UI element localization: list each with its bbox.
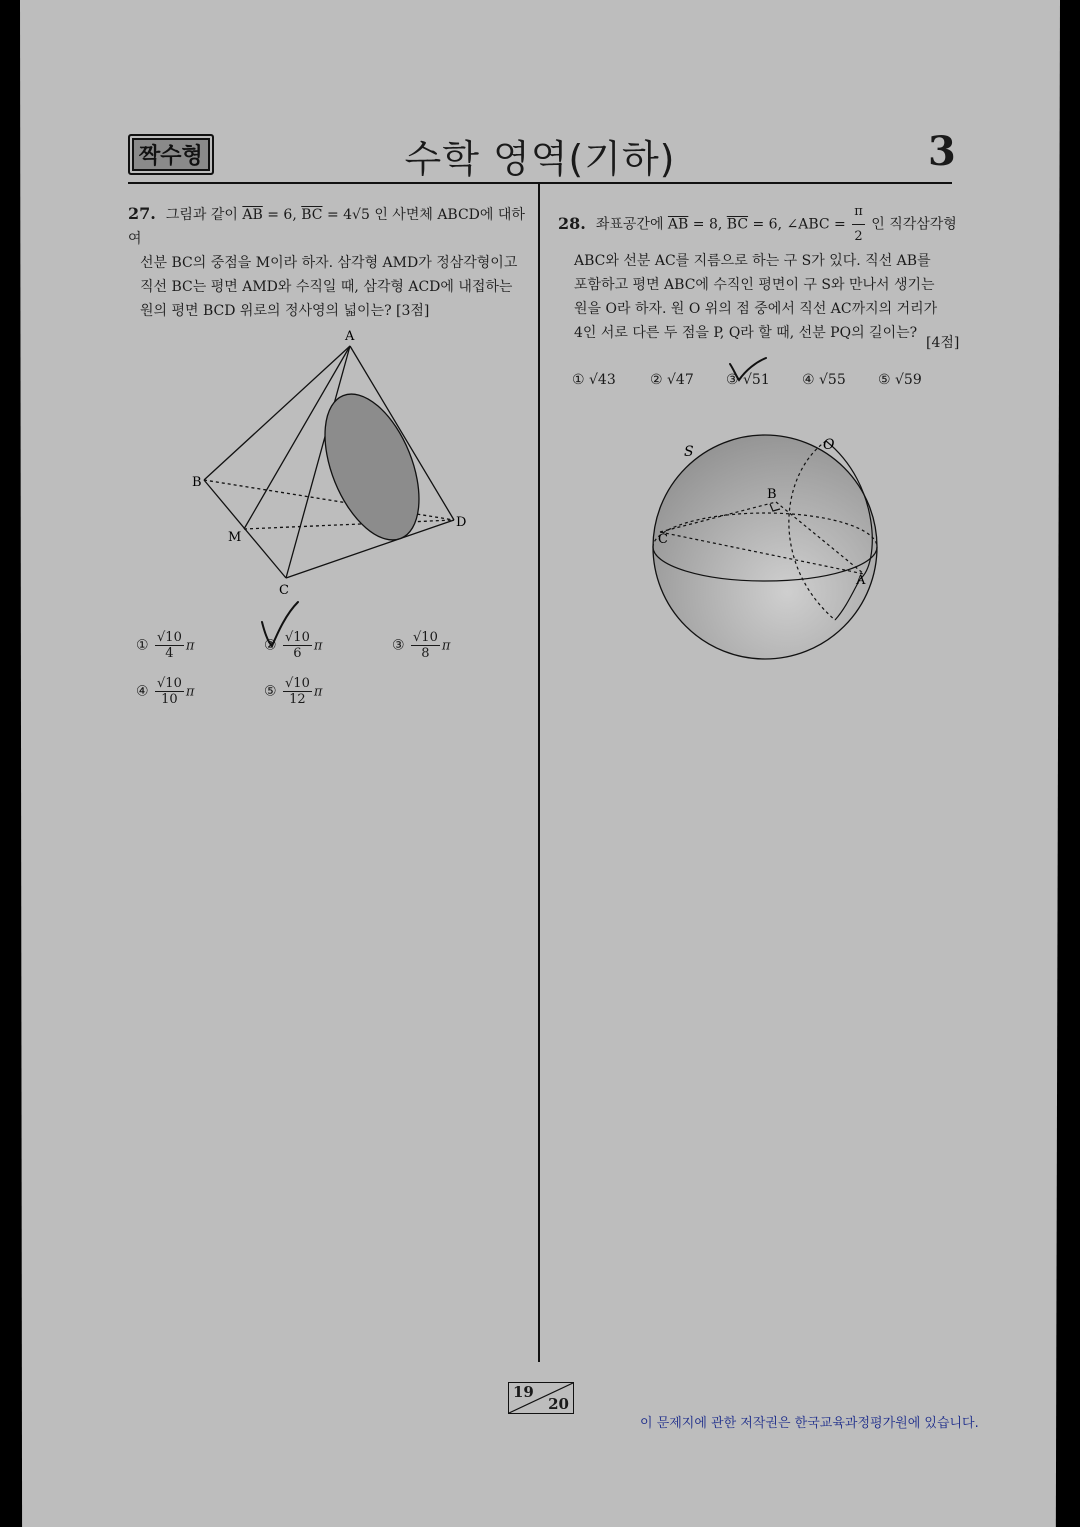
sphere-figure (640, 424, 900, 674)
denominator: 8 (421, 646, 430, 661)
q28-line-1 (558, 200, 958, 249)
choice-5[interactable] (878, 372, 922, 388)
q28-line-3: 포함하고 평면 ABC에 수직인 평면이 구 S와 만나서 생기는 (574, 277, 935, 293)
q27-line-4: 원의 평면 BCD 위로의 정사영의 넓이는? [3점] (140, 303, 430, 319)
choice-4[interactable] (802, 372, 846, 388)
header-rule (128, 182, 952, 184)
q28-score: [4점] (926, 335, 960, 351)
numerator: π (852, 200, 865, 225)
choice-value: √55 (819, 372, 846, 388)
choice-5[interactable] (264, 676, 322, 707)
angle-fraction (852, 200, 865, 249)
choice-mark: ② (264, 637, 277, 654)
choice-mark: ① (136, 637, 149, 654)
choice-2[interactable] (650, 372, 694, 388)
page-title: 수학 영역(기하) (404, 137, 676, 181)
label-o: O (823, 437, 835, 453)
q27-text: = 6, (262, 207, 302, 223)
label-b: B (767, 487, 777, 502)
denominator: 4 (165, 646, 174, 661)
q27-line-3: 직선 BC는 평면 AMD와 수직일 때, 삼각형 ACD에 내접하는 (140, 279, 513, 295)
choice-value: √43 (589, 372, 616, 388)
q28-text: 인 직각삼각형 (866, 216, 957, 233)
denominator: 2 (854, 229, 863, 244)
page-number: 3 (928, 128, 956, 175)
choice-mark: ④ (802, 372, 815, 388)
question-number: 28. (558, 213, 586, 233)
choice-value: √59 (895, 372, 922, 388)
label-c: C (279, 583, 289, 598)
q27-line-2: 선분 BC의 중점을 M이라 하자. 삼각형 AMD가 정삼각형이고 (140, 255, 518, 271)
page-current: 19 (513, 1383, 534, 1401)
handwritten-checkmark-q28 (726, 356, 772, 386)
segment-bc: $\overline{BC}$ (301, 207, 323, 223)
denominator: 6 (293, 646, 302, 661)
choice-mark: ① (572, 372, 585, 388)
pi-symbol: π (185, 684, 195, 700)
numerator: √10 (413, 630, 438, 645)
q28-line-2: ABC와 선분 AC를 지름으로 하는 구 S가 있다. 직선 AB를 (574, 253, 931, 269)
choice-4[interactable] (136, 676, 194, 707)
choice-mark: ③ (392, 637, 405, 654)
choice-mark: ③ (726, 372, 739, 388)
choice-mark: ② (650, 372, 663, 388)
numerator: √10 (157, 676, 182, 691)
fraction (155, 676, 184, 707)
q27-text: = 4√5 인 사면체 ABCD에 대하여 (128, 207, 525, 247)
q27-text: 그림과 같이 (165, 207, 243, 223)
pi-symbol: π (313, 684, 323, 700)
label-a: A (345, 329, 355, 344)
handwritten-checkmark-q27 (256, 596, 306, 652)
pi-symbol: π (313, 638, 323, 654)
question-number: 27. (128, 204, 156, 223)
sphere-s (653, 435, 877, 659)
inscribed-circle-projection (306, 381, 438, 554)
choice-value: √51 (743, 372, 770, 388)
choice-1[interactable] (572, 372, 616, 388)
copyright-notice: 이 문제지에 관한 저작권은 한국교육과정평가원에 있습니다. (640, 1416, 979, 1431)
label-d: D (456, 515, 467, 530)
denominator: 10 (161, 692, 178, 707)
pi-symbol: π (441, 638, 451, 654)
choice-3[interactable] (392, 630, 450, 661)
label-b: B (192, 475, 202, 490)
label-s: S (684, 444, 694, 460)
label-m: M (228, 530, 242, 545)
numerator: √10 (285, 676, 310, 691)
choice-mark: ④ (136, 683, 149, 700)
q28-line-4: 원을 O라 하자. 원 O 위의 점 중에서 직선 AC까지의 거리가 (574, 301, 938, 317)
choice-value: √47 (667, 372, 694, 388)
choice-1[interactable] (136, 630, 194, 661)
column-divider (538, 184, 540, 1362)
q28-text: 좌표공간에 (595, 216, 668, 233)
page-total: 20 (548, 1395, 569, 1413)
q28-line-5: 4인 서로 다른 두 점을 P, Q라 할 때, 선분 PQ의 길이는? (574, 325, 918, 341)
fraction (283, 676, 312, 707)
choice-mark: ⑤ (878, 372, 891, 388)
q28-text: = 8, (688, 216, 727, 233)
label-c: C (658, 532, 668, 547)
segment-ab: $\overline{AB}$ (667, 216, 689, 233)
page-counter (508, 1382, 574, 1414)
segment-bc: $\overline{BC}$ (726, 216, 749, 233)
form-type-badge: 짝수형 (128, 134, 214, 175)
edge-md-hidden (244, 520, 454, 529)
pi-symbol: π (185, 638, 195, 654)
numerator: √10 (285, 630, 310, 645)
question-28 (558, 200, 958, 345)
choice-mark: ⑤ (264, 683, 277, 700)
numerator: √10 (157, 630, 182, 645)
denominator: 12 (289, 692, 306, 707)
question-27 (128, 202, 528, 323)
tetrahedron-figure (180, 320, 480, 610)
q28-text: = 6, ∠ABC = (748, 216, 851, 233)
fraction (155, 630, 184, 661)
fraction (411, 630, 440, 661)
segment-ab: $\overline{AB}$ (242, 207, 263, 223)
q27-line-1 (128, 202, 528, 251)
label-a: A (856, 573, 866, 588)
